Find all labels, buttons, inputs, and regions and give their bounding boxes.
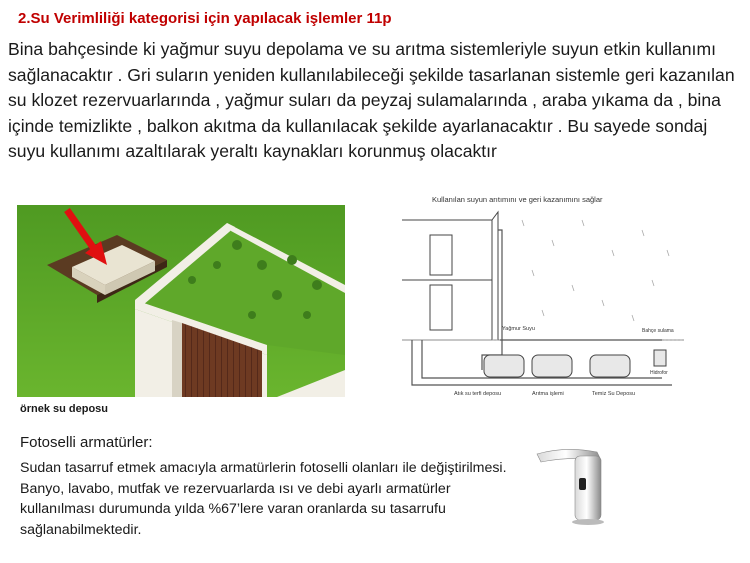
hydrofor-unit (654, 350, 666, 366)
water-recycling-diagram (402, 190, 684, 400)
pump-tank (484, 355, 524, 377)
page-title: 2.Su Verimliliği kategorisi için yapılacak işlemler 11p (18, 10, 392, 27)
pump-tank-label: Atık su terfi deposu (454, 391, 502, 397)
water-tank-illustration (17, 205, 345, 397)
intro-paragraph: Bina bahçesinde ki yağmur suyu depolama ve su arıtma sistemleriyle suyun etkin kullanımı sağlanacaktır . Gri suların yeniden kullanılabileceği şekilde tasarlanan sistemle geri kazanılan su klozet rezervuarlarında , yağmur suları da peyzaj sulamalarında , araba yıkama da , bina içinde temizlikte , balkon akıtma da kullanılacak şekilde ayarlanacaktır . Bu sayede sondaj suyu kullanımı azaltılarak yeraltı kaynakları korunmuş olacaktır (8, 39, 735, 161)
treatment-label: Arıtma işlemi (532, 391, 564, 397)
sensor-faucet-image (535, 440, 615, 530)
hydrofor-label: Hidrofor (650, 370, 668, 376)
diagram-title: Kullanılan suyun arıtımını ve geri kazanımını sağlar (432, 195, 603, 204)
rain-water-label: Yağmur Suyu (502, 326, 535, 332)
photocell-heading: Fotoselli armatürler: (20, 434, 153, 451)
photocell-body: Sudan tasarruf etmek amacıyla armatürlerin fotoselli olanları ile değiştirilmesi. Banyo, lavabo, mutfak ve rezervuarlarda ısı ve debi ayarlı armatürler kullanılması durumunda yılda %67’lere varan oranlarda su tasarrufu sağlanabilmektedir. (20, 460, 507, 539)
clean-water-tank (590, 355, 630, 377)
treatment-tank (532, 355, 572, 377)
clean-tank-label: Temiz Su Deposu (592, 391, 636, 397)
illustration-caption: örnek su deposu (20, 403, 109, 415)
garden-irrigation-label: Bahçe sulama (642, 328, 674, 334)
